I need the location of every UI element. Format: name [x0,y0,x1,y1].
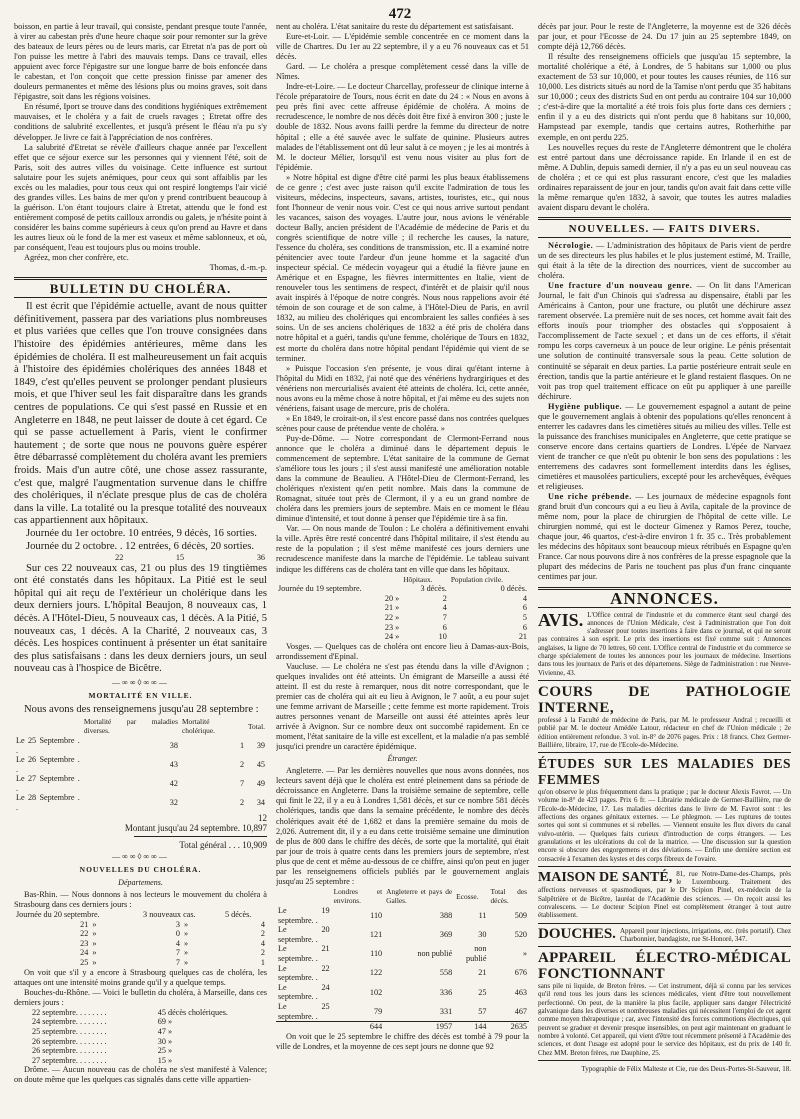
cell: 110 [370,910,383,920]
cell: » [92,919,97,929]
paragraph: » Notre hôpital est digne d'être cité parmi les plus beaux établissemens de ce genre ; c'est avec juste raison qu'il excite l'admiration de tous les visiteurs, médecins, inspecteurs, savans, artistes, touristes, etc., qui nous font l'honneur de venir nous voir. C'est ce qui nous arrive surtout pendant les vacances, saison des voyages. L'autre jour, nous avions le vénérable docteur Bally, ancien président de l'Académie de médecine de Paris et du congrès scientifique de notre ville ; il recherche les causes, la nature, l'essence du choléra, ses conditions de transmission, etc. Il a examiné notre pénitencier avec toute l'ardeur d'un jeune homme et la sagacité d'un inspecteur spécial. Ce médecin voyageur qui a étudié la fièvre jaune en Amérique et en Espagne, les fièvres intermittentes en Italie, vient de renouveler tous les sentimens de respect, d'intérêt et de plaisir qu'il nous avait inspirés à l'époque de notre congrès. Nous nous rappelions avoir été témoin de son courage et de son calme, à l'Hôtel-Dieu de Paris, en avril 1832, au milieu des cholériques qui encombraient les salles confiées à ses soins. Un de ses anciens cholériques de 1832 a été pris de choléra dans notre hôpital et a guéri, tandis qu'une femme, cholérique de Tours en 1832, est morte du choléra dans notre hôpital pendant l'épidémie qui vient de se terminer. [276,172,529,363]
table-row [14,910,267,920]
cell: 4 [260,938,265,948]
cell: 121 [369,930,383,940]
table-row [14,1056,267,1066]
divider [538,923,791,924]
ad-title: DOUCHES. [538,925,616,942]
table-row [276,964,529,983]
cell: 23 [80,938,89,948]
fait-text: — On lit dans l'American Journal, le fait d'un Chinois qui s'adressa au dispensaire, établi par les Américains à Canton, pour une fracture, ou plutôt une déchirure assez rarement observée. La première nuit de ses noces, cet homme avait fait des efforts inouïs pour triompher des obstacles qui s'opposaient à l'accomplissement de l'acte sexuel ; et dans un de ces efforts, il s'était rompu les corps caverneux à un pouce de leur origine. Le pénis présentait une solution de continuité transversale sous la peau. Cette solution de continuité se séparait en deux parties. La partie postérieure entrait seule en érection, tandis que la partie antérieure et le gland restaient flasques. On ne voit pas trop quel traitement efficace on eût pu appliquer à une pareille déchirure. [538,281,791,401]
table-row [14,1046,267,1056]
journee-line: Journée du 2 octobre. . 12 entrées, 6 décès, 20 sorties. [26,540,254,552]
table-row [14,793,267,812]
table-header: Hôpitaux. [403,574,433,584]
total-entrees: 22 [115,553,124,563]
cell: » [92,938,97,948]
cell: 3 [175,919,180,929]
cell: 6 [522,603,527,613]
paragraph: Vaucluse. — Le choléra ne s'est pas étendu dans la ville d'Avignon ; quelques invalides ont été atteints. Un émigrant de Marseille a aussi été atteint. Il est du reste à remarquer, nous dit notre correspondant, que le premier cas de choléra qui ait eu lieu à Avignon, le 7 août, a eu pour sujet une femme arrivant de Marseille ; cette femme est morte rapidement. Trois autres personnes venant de Marseille ont aussi été atteintes après leur arrivée à Avignon. Sur ce nombre deux ont succombé rapidement. En ce moment, l'état sanitaire de la ville est excellent, et la maladie n'a pas semblé jusqu'ici prendre un caractère épidémique. [276,661,529,752]
cell: 1 [260,958,265,967]
signature: Thomas, d.-m.-p. [209,263,267,273]
cell: 34 [256,798,265,808]
paragraph: Bouches-du-Rhône. — Voici le bulletin du choléra, à Marseille, dans ces derniers jours : [14,987,267,1007]
cell: » [184,938,189,948]
cell: 509 [514,910,527,920]
cell: 520 [514,930,527,940]
annonces-title: ANNONCES. [610,588,719,608]
paragraph: La salubrité d'Etretat se révèle d'ailleurs chaque année par l'excellent effet que ce séjour exerce sur les personnes qui y viennent l'été, soit de Paris, soit des autres villes du voisinage. Cette influence est surtout salutaire pour les sujets anémiques, pour ceux qui sont affaiblis par les excès ou les maladies, pour tous ceux qui ont respiré longtemps l'air vicié des grandes villes. Les bains de mer qu'on y prend contribuent beaucoup à la guérison. L'on étant toujours claire à Etretat, attendu que le fond est entièrement composé de petits cailloux arrondis ou galets, je n'hésite point à considérer les bains comme supérieurs à ceux qu'on prend au Havre et dans les autres lieux où le fond de la mer est vaseux et même sablonneux, et où, par conséquent, l'eau est toujours plus ou moins trouble. [14,142,267,253]
printer-footer: Typographie de Félix Malteste et Cie, rue des Deux-Portes-St-Sauveur, 18. [581,1064,791,1073]
cell: 10 [438,632,447,642]
cell: non publié [466,944,487,964]
fait-divers [538,281,791,402]
cell: 24 [80,948,89,958]
cell: Le 24 septembre. . [278,982,330,1002]
total-deces: 15 [175,553,185,563]
ad-text: professé à la Faculté de médecine de Paris, par M. le professeur Andral ; recueilli et publié par M. le docteur Amédée Latour, rédacteur en chef de l'Union médicale ; 2e édition entièrement refondue. 3 vol. in-8° de 2076 pages. Prix : 18 francs. Chez Germer-Baillière, libraire, 17, rue de l'Ecole-de-Médecine. [538,715,791,749]
cell: 2 [239,759,245,769]
table-header [276,887,332,906]
ad-text: Appareil pour injections, irrigations, etc. (très portatif). Chez Charbonnier, bandagiste, rue St-Honoré, 347. [619,926,791,943]
ad-text: qu'on observe le plus fréquemment dans la pratique ; par le docteur Alexis Favrot. — Un volume in-8° de 423 pages. Prix 6 fr. — Librairie médicale de Germer-Baillière, rue de l'Ecole-de-Médecine, 17. Les maladies décrites dans le livre de M. Favrot sont : les affections des organes génitaux externes. — Le phlegmon. — Les ruptures de toutes sortes qui sont si communes et si rebelles. — Viennent ensuite les flux divers du canal vulvo-utérin. — Quelques faits curieux d'introduction de corps étrangers. — Les granulations et les ulcérations du col de la matrice. — Une discussion sur la question encore si obscure des engorgemens et des déviations. — Enfin une dernière section est consacrée à l'examen des kystes et des corps fibreux de l'ovaire. [538,788,791,863]
ad-appareil [538,950,791,1057]
cell: Le 21 septembre. . [278,944,330,964]
ad-text: 81, rue Notre-Dame-des-Champs, près le Luxembourg. Traitement des affections nerveuses et spasmodiques, par le Dr Scipion Pinel, ex-médecin de la Salpêtrière et de Bicêtre, lauréat de l'Académie des sciences. — On reçoit aussi les convalescens. — Le docteur Scipion Pinel est complètement étranger à tout autre établissement. [538,869,791,920]
signoff: Agréez, mon cher confrère, etc. [24,253,129,263]
paragraph: Indre-et-Loire. — Le docteur Charcellay, professeur de clinique interne à l'école préparatoire de Tours, nous écrit en date du 24 : « Nous en avons à peu près fini avec cette affreuse épidémie de choléra. A moins de recrudescence, le nombre de nos décès doit être fixé à environ 300 ; juste le double de 1832. Nous avons failli perdre la femme du directeur de notre hôpital ; elle a été sauvée avec le sulfate de quinine. Plusieurs autres malades de l'établissement ont dû leur salut à ce moyen ; je les ai montrés à M. le docteur Mélier, lorsqu'il est venu nous visiter au plus fort de l'épidémie. [276,82,529,172]
table-row [276,623,529,633]
fait-text: — L'administration des hôpitaux de Paris vient de perdre un de ses directeurs les plus habiles et le plus justement estimé, M. Traille, qui était à la tête de la direction des nourrices, vient de succomber au choléra. [538,240,791,281]
divider [538,680,791,681]
cell: 22 septembre. . . . . . . . [32,1007,107,1017]
marseille-table [14,1008,267,1066]
subsection-title: MORTALITÉ EN VILLE. [88,691,193,701]
cell: » [92,929,97,939]
ad-text: L'Office central de l'industrie et du commerce étant seul chargé des annonces de l'Union Médicale, c'est à l'administration que l'on doit s'adresser pour toutes insertions à faire dans ce journal, et qui ne seront pas contraires à son esprit. Le prix des insertions est fixé comme suit : Annonces anglaises, la ligne de 70 lettres, 60 cent. L'Office central de l'industrie et du commerce se charge spécialement de toutes les annonces pour les journaux de médecine. Insertions dans tous les journaux de Paris et des départemens. Siège de l'administration : rue Neuve-Vivienne, 43. [538,610,791,677]
cell: 1 [239,740,245,750]
paragraph: » En 1849, le croirait-on, il s'est encore passé dans nos contrées quelques scènes pour cause de prétendue vente de choléra. » [276,413,529,433]
cell: 32 [169,798,178,808]
ad-title: COURS DE PATHOLOGIE INTERNE, [538,683,791,716]
cell: 24 » [384,632,400,642]
cell: » [184,929,189,939]
table-header-row [14,717,267,736]
cell: 369 [439,930,453,940]
paragraph: Var. — On nous mande de Toulon : Le choléra a définitivement envahi la ville. Après être resté concentré dans l'hôpital militaire, il s'est étendu au reste de la population ; il s'est même manifesté ces jours derniers une recrudescence manifeste dans la marche de l'épidémie. Le tableau suivant indique les différens cas de choléra tant en ville que dans les hôpitaux. [276,524,529,574]
fait-text: — Les journaux de médecine espagnols font grand bruit d'un concours qui a eu lieu à Avila, capitale de la province de même nom, pour la place de chirurgien de l'hôpital de cette ville. Le chirurgien nommé, qui est le docteur Gimenez y Ramos Perez, touche, chaque jour, 46 quartos, c'est-à-dire environ 1 fr. 35 c.. Très probablement les médecins des hôpitaux sont beaucoup mieux rétribués en Espagne qu'en France. Car nous pouvons dire à nos confrères de la presse espagnole que la plupart des médecins de Paris ne touchent pas plus d'un franc cinquante centimes par jour. [538,492,791,582]
mortalite-table [14,717,267,813]
paragraph: Angleterre. — Par les dernières nouvelles que nous avons données, nos lecteurs savent déjà que le choléra est entré pleinement dans sa période de décroissance en Angleterre. Dans la troisième semaine de septembre, celle qui finit le 22, il y a eu à Londres 1,581 décès, et sur ce nombre 581 décès cholériques, tandis que dans la semaine précédente, le nombre des décès cholériques avait été de 1,682 et dans la première semaine du mois de 2,026. Autrement dit, il y a eu dans cette troisième semaine une diminution de plus de 800 dans le chiffre des décès, de sorte que la mortalité, qui était par jour de trois à quatre cents dans les premiers jours de septembre, n'est plus que de cent et même au-dessous de ce chiffre, ainsi qu'on peut en juger par les renseignemens officiels publiés par le gouvernement anglais jusqu'au 25 septembre : [276,766,529,886]
cell: Le 20 septembre. . [278,925,330,944]
divider [14,297,267,298]
cell: 3 décès. [420,584,447,594]
fait-head: Une riche prébende. [548,492,632,502]
table-header: Londres et environs. [333,886,383,906]
paragraph: Drôme. — Aucun nouveau cas de choléra ne s'est manifesté à Valence; on doute même que les quelques cas signalés dans cette ville appartien- [14,1065,267,1085]
ad-maison [538,870,791,920]
paragraph: Gard. — Le choléra a presque complètement cessé dans la ville de Nîmes. [276,62,529,82]
cell: 21 » [384,603,400,613]
fait-divers [538,241,791,281]
cell: 22 » [384,612,400,622]
subsection-title: NOUVELLES DU CHOLÉRA. [79,864,202,874]
table-row [276,584,529,594]
divider [14,277,267,280]
fait-divers [538,492,791,582]
cell: 49 [256,779,265,789]
cell: 558 [439,968,453,978]
cell: 2 [260,948,265,958]
cell: 45 [256,759,265,769]
ornament: —∞∞◊∞∞— [112,851,169,861]
subsection-subtitle: Étranger. [387,754,418,764]
cell: 5 décès. [224,910,252,920]
cell: Le 27 Septembre . . [16,774,80,793]
cell: 47 » [157,1026,173,1036]
fait-text: — Le gouvernement espagnol a autant de peine que le gouvernement anglais à obtenir des populations qu'elles renoncent à enterrer les cadavres dans les cimetières situés au milieu des villes. Telle est la puissance des franchises municipales en Angleterre, que cette pratique se conserve encore dans certains quartiers de Londres. L'épée de Narvaez vient de trancher ce que n'eût pu obtenir le bon sens des populations : les enterremens des cadavres sont formellement interdits dans les églises, cimetières et mausolées particuliers, excepté pour les archevêques, évêques et religieuses. [538,401,791,492]
total-sorties: 36 [256,553,265,563]
cell: 676 [514,968,527,978]
table-row [14,948,267,958]
subsection-subtitle: Départemens. [118,877,163,887]
paragraph: décès par jour. Pour le reste de l'Angleterre, la moyenne est de 326 décès par jour, et pour l'Ecosse de 24. Du 17 juin au 25 septembre 1849, on compte déjà 12,766 décès. [538,22,791,52]
ad-etudes [538,756,791,863]
paragraph: nent au choléra. L'état sanitaire du reste du département est satisfaisant. [276,22,514,31]
cell: Journée du 19 septembre. [278,584,362,594]
cell: 4 [175,938,180,948]
cell: 2635 [510,1022,527,1032]
divider [538,1060,791,1061]
cell: 43 [169,759,178,769]
cell: 463 [514,987,527,997]
cell: » [184,948,189,958]
divider [538,946,791,947]
cell: 21 [518,632,527,642]
cell: 4 [260,919,265,929]
strasbourg-table [14,910,267,968]
table-header: Mortalité cholérique. [181,716,216,736]
table-row [276,906,529,925]
cell: 7 [239,779,245,789]
ad-douches [538,927,791,944]
table-row [276,944,529,963]
page-number: 472 [388,6,412,22]
cell: » [522,949,527,959]
fait-head: Une fracture d'un nouveau genre. [548,281,693,291]
paragraph: Il est écrit que l'épidémie actuelle, avant de nous quitter définitivement, passera par des variations plus nombreuses et plus variées que celles que l'on trouve consignées dans l'histoire des épidémies antérieures, même dans les épidémies de choléra. Il est malheureusement un fait acquis à l'histoire des épidémies cholériques des années 1848 et 1849, c'est qu'elles peuvent se prolonger pendant plusieurs mois, et que l'hiver seul les fait disparaître dans les grands centres de populations. Ce qui s'est passé en Russie et en Angleterre en 1848, ne peut laisser de doute à cet égard. Ce qui se passe actuellement à Paris, vient le confirmer hautement ; de sorte que nous ne pouvons guère espérer être débarrassé complètement du choléra avant les premiers froids. Mais d'un autre côté, une chose assez rassurante, c'est que, malgré l'augmentation survenue dans le chiffre des cholériques, il n'éclate presque plus de cas de choléra dans la ville. La totalité ou la presque totalité des nouveaux cas appartiennent aux hôpitaux. [14,301,267,527]
ornament: —∞∞◊∞∞— [112,678,169,688]
paragraph: En résumé, Iport se trouve dans des conditions hygiéniques extrêmement mauvaises, et le choléra y a fait de cruels ravages ; Etretat offre des conditions de salubrité excellentes, et jusqu'à présent le fléau n'a pu s'y développer. Je livre ce fait à l'appréciation de nos confrères. [14,102,267,142]
table-row [14,755,267,774]
cell: 7 [175,958,180,967]
cell: 25 [80,958,89,967]
paragraph: Il résulte des renseignemens officiels que jusqu'au 15 septembre, la mortalité cholérique a été, à Londres, de 5 habitans sur 1,000 ou plus exactement de 53 sur 10,000, et pour toutes les causes réunies, de 116 sur 10,000. Les districts situés au nord de la Tamise n'ont perdu que 35 habitans sur 10,000 ; ceux des districts Sud en ont perdu au contraire 104 sur 10,000 ; c'est-à-dire que la mortalité a été trois fois plus forte dans ces derniers ; enfin il y a eu des districts qui n'ont perdu que 8 habitans sur 10,000, Hampstead par exemple, tandis que certains autres, Rotherhithe par exemple, en ont perdu 225. [538,52,791,142]
table-row [14,1037,267,1047]
cell: 21 [478,968,487,978]
cell: 331 [439,1006,453,1016]
table-header: Ecosse. [456,891,479,901]
ad-cours [538,684,791,749]
cell: 336 [439,987,453,997]
table-row [14,958,267,968]
table-row [276,983,529,1002]
journee-line: Journée du 1er octobre. 10 entrées, 9 décès, 16 sorties. [26,527,257,539]
table-header-row [276,575,529,585]
table-total-row [276,1022,529,1032]
table-header-row [276,887,529,906]
cell: 26 septembre. . . . . . . . [32,1036,107,1046]
table-header: Total. [248,721,265,731]
divider [538,237,791,238]
cell: Le 25 Septembre . . [16,735,80,755]
cell: 26 septembre. . . . . . . . [32,1046,107,1056]
cell: 45 décès cholériques. [157,1007,228,1017]
paragraph: Les nouvelles reçues du reste de l'Angleterre démontrent que le choléra est entré partout dans une décroissance rapide. En Irlande il en est de même. A Dublin, depuis samedi dernier, il n'y a pas eu un seul nouveau cas de choléra ; et ce qui est plus rassurant encore, c'est que les maladies ordinaires reparaissent de jour en jour, tandis qu'on avait fait dans cette ville la même remarque qu'en 1832, à savoir, que toutes les autres maladies avaient disparu devant le choléra. [538,142,791,212]
cell: 3 nouveaux cas. [143,910,196,920]
table-row [276,632,529,642]
cell: » [184,958,189,967]
cell: 644 [369,1022,383,1032]
paragraph: boisson, en partie à leur travail, qui consiste, pendant presque toute l'année, à virer au cabestan près d'une heure chaque soir pour remonter sur la grève des bateaux de leurs pères ou de leurs maris, car Etretat n'a pas de port où l'on puisse les mettre à l'abri des mauvais temps. Dans ce travail, elles appuient avec force l'épigastre sur une longue barre de bois enfoncée dans le cabestan, et l'on conçoit que cette pression finisse par amener des douleurs permanentes et même des lésions plus ou moins graves, soit dans l'épigastre, soit dans les régions voisines. [14,22,267,102]
ad-title: MAISON DE SANTÉ, [538,869,673,885]
london-table [276,887,529,1032]
table-row [14,1017,267,1027]
paragraph: Eure-et-Loir. — L'épidémie semble concentrée en ce moment dans la ville de Chartres. Du 1er au 22 septembre, il y a eu 76 nouveaux cas et 51 décès. [276,32,529,62]
column-1 [14,22,267,1118]
column-3 [538,22,791,1118]
mortalite-montant: Montant jusqu'au 24 septembre. 10,897 [124,822,267,833]
cell: 20 » [384,593,400,603]
table-row [14,929,267,939]
cell: 25 septembre. . . . . . . . [32,1026,107,1036]
mortalite-total: Total général . . . 10,909 [179,839,267,850]
divider [538,866,791,867]
table-header: Angleterre et pays de Galles. [386,886,453,906]
cell: 25 » [157,1046,173,1056]
paragraph: Bas-Rhin. — Nous donnons à nos lecteurs le mouvement du choléra à Strasbourg dans ces derniers jours : [14,889,267,909]
cell: 6 [442,622,447,632]
ad-avis [538,611,791,677]
bulletin-totals [14,553,267,563]
paragraph: Sur ces 22 nouveaux cas, 21 ou plus des 19 tingtièmes ont été constatés dans les hôpitaux. La Pitié est le seul hôpital qui ait reçu de l'extérieur un cholérique dans les deux derniers jours. L'hôpital Beaujon, 8 nouveaux cas, 1 décès. A l'Hôtel-Dieu, 5 nouveaux cas, 1 décès. A la Pitié, 5 nouveaux cas, 1 décès. A la Charité, 2 nouveaux cas, 3 décès. Les hospices continuent à présenter un état sanitaire des plus satisfaisans : dans les deux derniers jours, un seul nouveau cas à l'hospice de Bicêtre. [14,562,267,675]
cell: » [92,948,97,958]
cell: 25 [478,987,487,997]
paragraph: Puy-de-Dôme. — Notre correspondant de Clermont-Ferrand nous annonce que le choléra a diminué dans le département depuis le commencement de septembre. L'état sanitaire de la commune de Gernat s'améliore tous les jours ; il s'est aussi manifesté une amélioration notable dans la commune de Beaulieu. A l'Hôtel-Dieu de Clermont-Ferrand, les cholériques n'existent qu'en petit nombre. Mais dans la commune de Romagnat, située tout près de Clermont, il y a eu un grand nombre de choléra dans les premiers jours de septembre. Mais en ce moment le fléau diminue d'intensité, et tout donne à penser que l'épidémie tire à sa fin. [276,433,529,524]
table-row [14,939,267,949]
ad-title: APPAREIL ÉLECTRO-MÉDICAL FONCTIONNANT [538,950,791,983]
column-2 [276,22,529,1118]
ad-text: sans pile ni liquide, de Breton frères. — Cet instrument, déjà si connu par les services qu'il rend tous les jours dans les sciences médicales, vient d'être tout nouvellement perfectionné. On peut, de la manière la plus facile, appliquer sans danger l'électricité galvanique dans les diverses et nombreuses maladies qui nécessitent l'emploi de cet agent comme moyen thérapeutique ; car, avec l'intensité des forces commotions électriques, qui peuvent se graduer et devenir presque insensibles, on peut agir maintenant en graduant le nombre à volonté. Cet appareil, qui vient d'être tout récemment présenté à l'Académie des sciences, et dont l'usage est adopté pour le service des hôpitaux, est du prix de 140 fr. Chez MM. Breton frères, rue Dauphine, 25. [538,982,791,1057]
divider [538,217,791,220]
cell: 38 [169,740,178,750]
ad-avis-word: AVIS. [538,609,584,630]
table-row [14,920,267,930]
divider [134,836,267,837]
signature-line [14,263,267,273]
divider [538,752,791,753]
cell: 57 [478,1006,487,1016]
ad-title: ÉTUDES SUR LES MALADIES DES FEMMES [538,756,791,788]
table-row [276,1002,529,1022]
cell: 6 [522,622,527,632]
cell: 21 [80,919,89,929]
table-row [14,736,267,755]
cell: 79 [373,1006,383,1016]
cell: 4 [522,593,527,603]
paragraph: » Puisque l'occasion s'en présente, je vous dirai qu'étant interne à l'hôpital du Midi en 1832, j'ai noté que des vénériens hydrargiriques et des vénériens non mercurialisés avaient été atteints de choléra. Ici, cette année, nous avons eu la même chose à notre hôpital, et j'ai même eu des sujets non vénériens, faisant usage de mercure, pris de choléra. [276,363,529,413]
cell: Le 22 septembre. . [278,963,330,983]
cell: 0 [175,929,180,939]
table-row [276,613,529,623]
cell: 27 septembre. . . . . . . . [32,1055,107,1065]
table-row [276,594,529,604]
table-row [14,774,267,793]
table-header [276,575,401,585]
mortalite-sum: 12 [258,812,267,823]
table-row [276,925,529,944]
table-header: Mortalité par maladies diverses. [83,716,178,736]
table-row [276,603,529,613]
cell: 5 [522,612,527,622]
cell: Journée du 20 septembre. [16,910,100,920]
cell: 30 [478,930,487,940]
cell: 144 [474,1022,487,1032]
cell: » [92,958,97,967]
cell: non publié [417,949,453,959]
cell: 2 [260,929,265,939]
cell: 4 [442,603,447,613]
fait-head: Nécrologie. [548,240,594,250]
cell: 24 septembre. . . . . . . . [32,1017,107,1027]
cell: 122 [369,968,383,978]
var-table [276,575,529,642]
cell: Le 19 septembre. . [278,906,330,925]
cell: 42 [169,779,178,789]
cell: 102 [369,987,383,997]
paragraph: On voit que s'il y a encore à Strasbourg quelques cas de choléra, les attaques ont une intensité moins grande qu'il y a quelque temps. [14,967,267,987]
paragraph: Nous avons des renseignemens jusqu'au 28 septembre : [24,704,259,716]
paragraph: Vosges. — Quelques cas de choléra ont encore lieu à Damas-aux-Bois, arrondissement d'Epinal. [276,641,529,661]
cell: 15 » [157,1055,173,1065]
cell: Le 28 Septembre . . [16,793,80,813]
cell: 23 » [384,622,400,632]
cell: » [184,919,189,929]
cell: 0 décès. [500,584,527,594]
paragraph: On voit que le 25 septembre le chiffre des décès est tombé à 79 pour la ville de Londres, et la moyenne de ces sept jours ne donne que 92 [276,1031,529,1051]
cell: 30 » [157,1036,173,1046]
cell: 388 [439,910,453,920]
fait-divers [538,402,791,492]
cell: 11 [478,910,487,920]
cell: 1957 [435,1022,453,1032]
cell: 7 [442,612,447,622]
bulletin-body [14,301,267,676]
table-header: Population civile. [450,574,503,584]
cell: 467 [514,1006,527,1016]
table-row [14,1008,267,1018]
section-title: BULLETIN DU CHOLÉRA. [49,281,232,297]
fait-head: Hygiène publique. [548,401,623,411]
cell: 39 [256,740,265,750]
cell: 2 [442,593,447,603]
cell: 2 [239,798,245,808]
cell: 69 » [157,1017,173,1027]
table-header [14,717,82,736]
cell: Le 25 septembre. . [278,1001,330,1021]
cell: 22 [80,929,89,939]
cell: Le 26 Septembre . . [16,755,80,774]
table-row [14,1027,267,1037]
cell: 110 [370,949,383,959]
table-header: Total des décès. [490,886,527,906]
cell: 7 [175,948,180,958]
section-title: NOUVELLES. — FAITS DIVERS. [568,222,761,235]
